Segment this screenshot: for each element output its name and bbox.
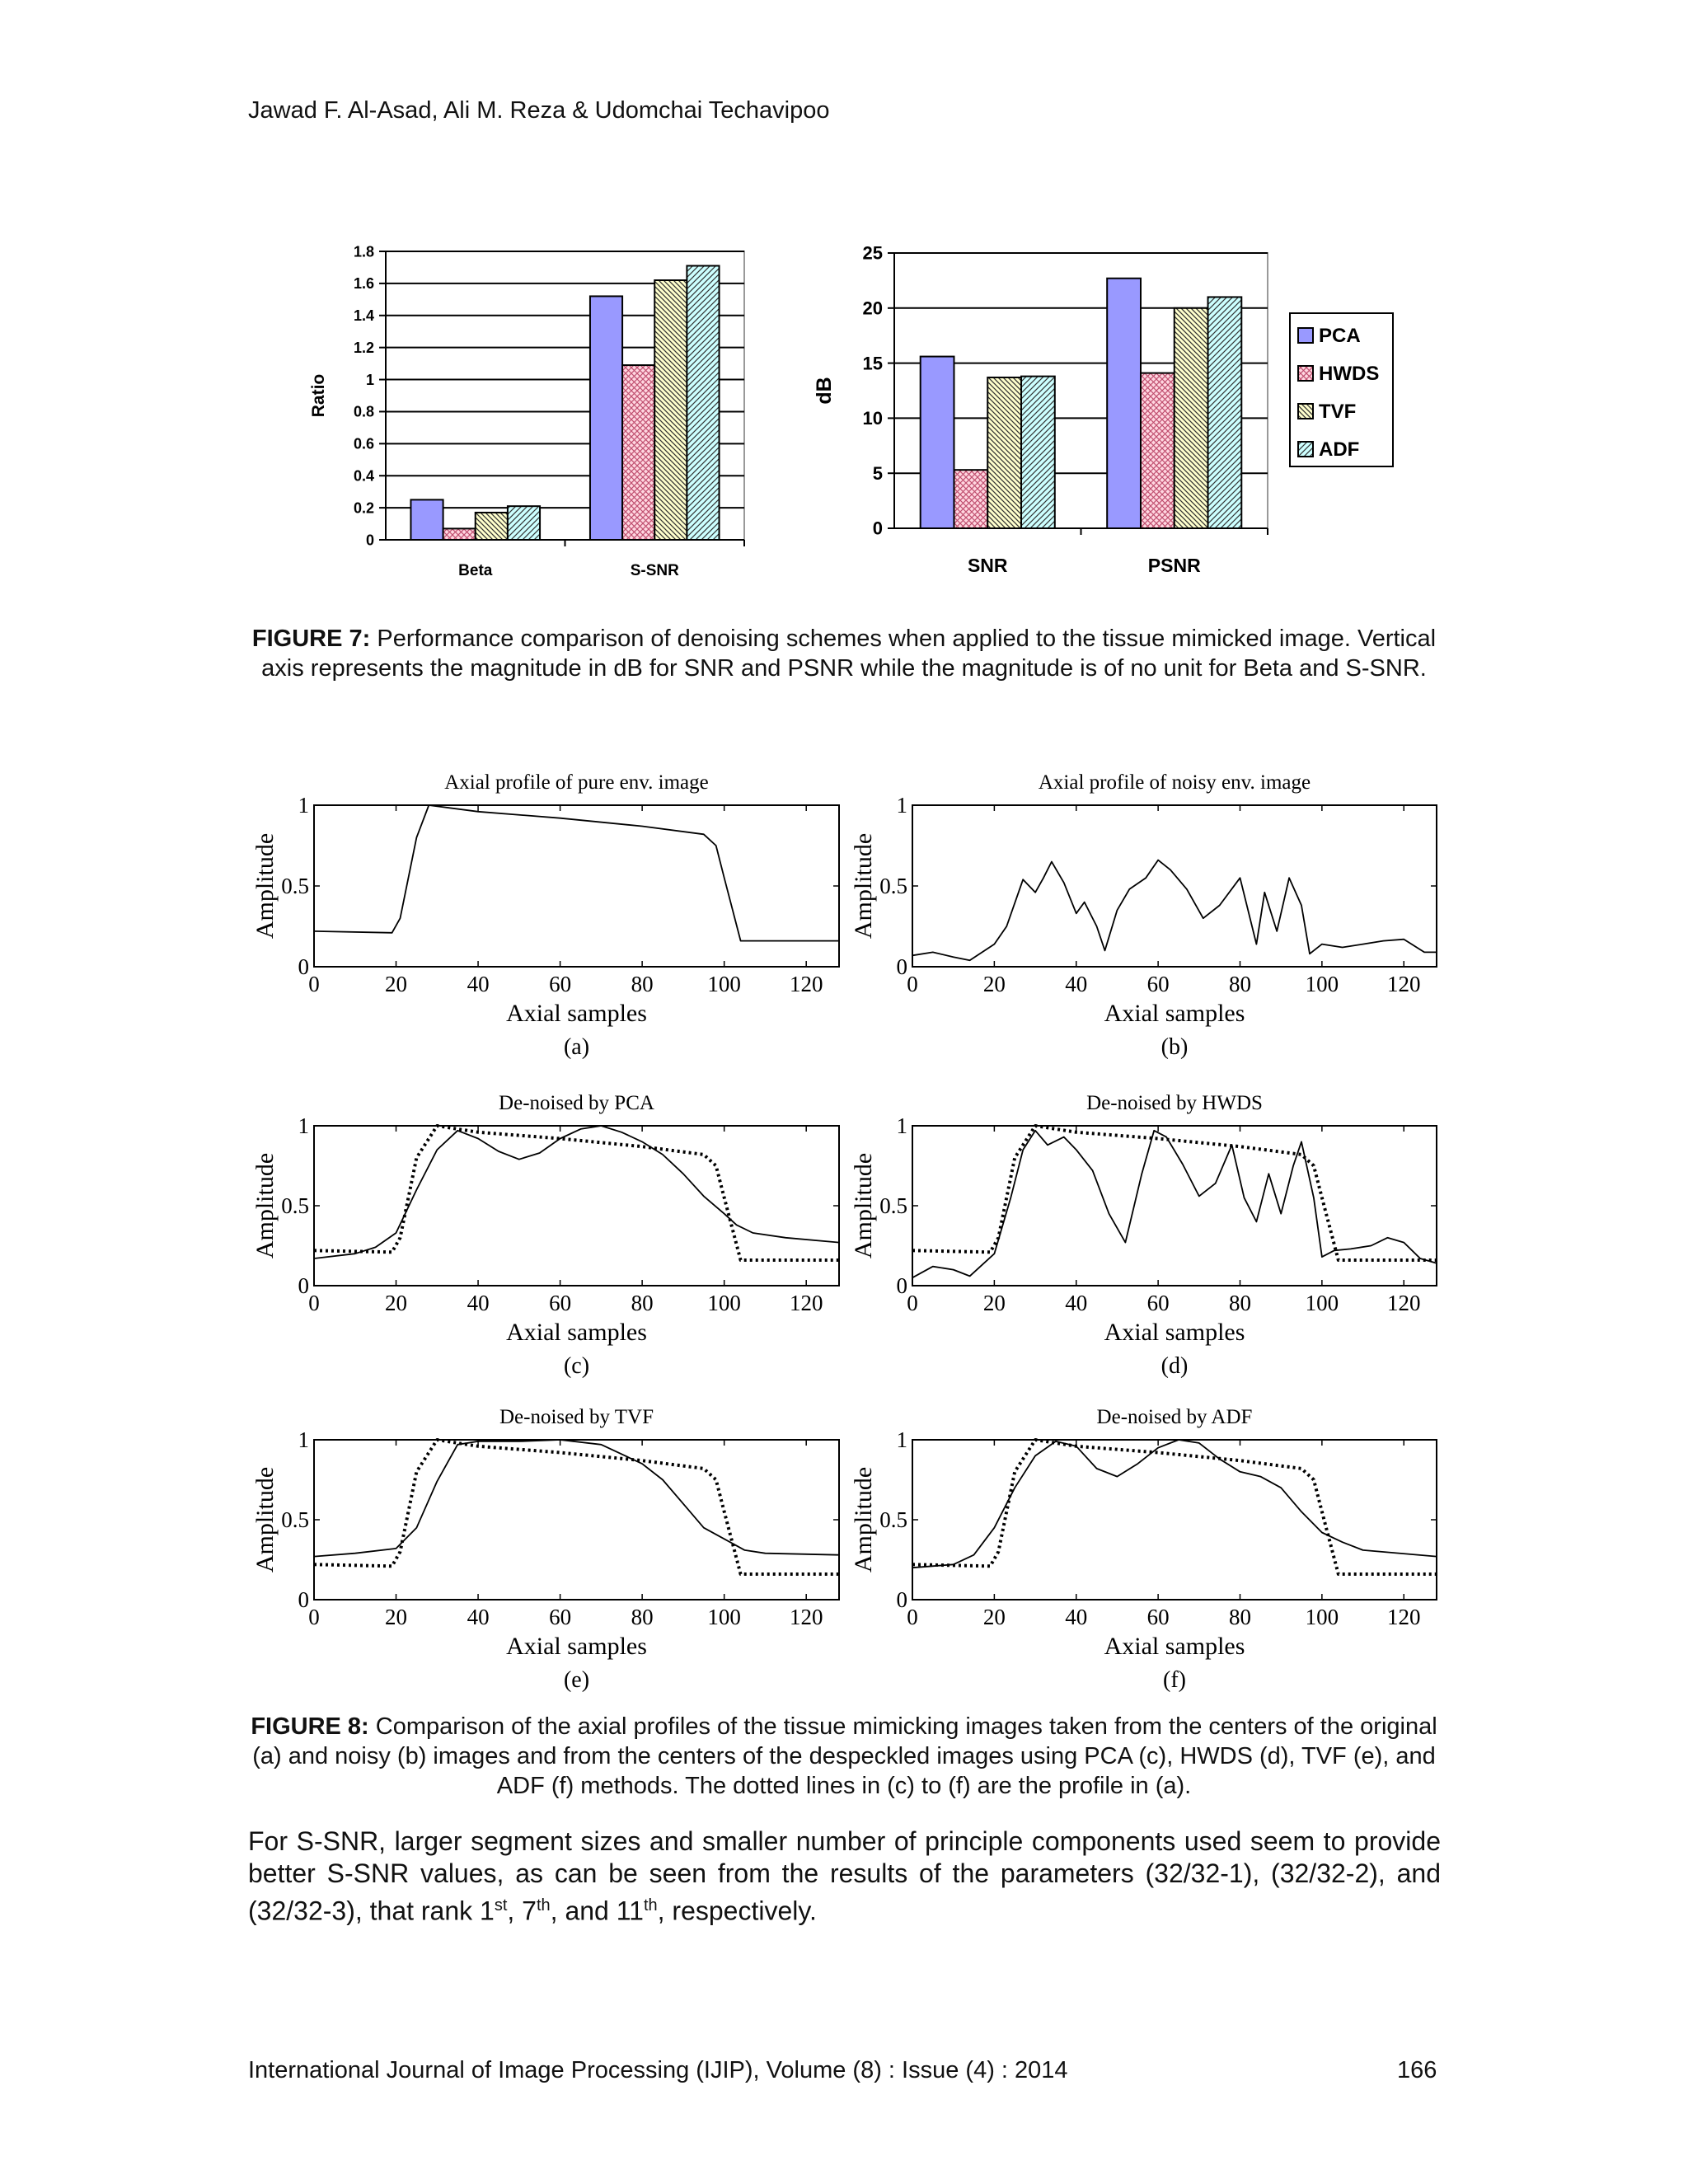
figure7-caption <box>247 624 1441 683</box>
x-tick-label: 120 <box>1387 1291 1421 1315</box>
body-text-4: , respectively. <box>657 1896 817 1926</box>
x-tick-label: 60 <box>1146 1605 1170 1629</box>
profile-line-pure-dotted <box>314 1440 839 1574</box>
x-tick-label: 120 <box>1387 972 1421 996</box>
y-tick-label: 1.2 <box>353 339 374 356</box>
panel-label: (c) <box>563 1353 590 1379</box>
y-tick-label: 0.5 <box>879 1193 907 1218</box>
category-label: SNR <box>967 555 1008 576</box>
bar-pca-beta <box>410 499 443 540</box>
y-tick-label: 0.6 <box>353 435 374 452</box>
x-tick-label: 40 <box>467 1605 490 1629</box>
y-tick-label: 15 <box>862 353 883 374</box>
x-tick-label: 40 <box>1065 1605 1088 1629</box>
legend-swatch-adf <box>1298 442 1313 457</box>
bar-pca-psnr <box>1107 279 1141 528</box>
bar-adf-snr <box>1021 377 1055 528</box>
x-tick-label: 120 <box>789 1605 823 1629</box>
profile-line <box>314 805 839 941</box>
x-tick-label: 60 <box>549 972 572 996</box>
plot-title: De-noised by ADF <box>1096 1406 1253 1428</box>
x-axis-label: Axial samples <box>1104 1000 1245 1027</box>
x-tick-label: 100 <box>1305 1605 1339 1629</box>
x-tick-label: 80 <box>631 972 654 996</box>
y-tick-label: 1 <box>298 1427 309 1452</box>
x-tick-label: 20 <box>385 972 408 996</box>
legend-label-tvf: TVF <box>1319 401 1357 423</box>
y-axis-label: Amplitude <box>251 1152 279 1259</box>
plot-title: De-noised by TVF <box>499 1406 654 1428</box>
x-axis-label: Axial samples <box>506 1319 647 1346</box>
y-tick-label: 0.8 <box>353 403 374 420</box>
y-axis-label: Amplitude <box>850 832 877 940</box>
panel-label: (b) <box>1160 1034 1189 1060</box>
footer-page-number: 166 <box>1397 2057 1437 2083</box>
x-tick-label: 100 <box>1305 972 1339 996</box>
plot-title: De-noised by HWDS <box>1086 1092 1263 1114</box>
x-tick-label: 100 <box>707 1291 741 1315</box>
y-tick-label: 10 <box>862 408 883 429</box>
bar-hwds-s-snr <box>622 365 654 540</box>
profile-plot-b <box>850 771 1437 1060</box>
plot-frame <box>912 1440 1437 1600</box>
figure7-charts <box>297 235 1401 589</box>
profile-line <box>314 1126 839 1258</box>
chart-legend <box>1290 313 1393 466</box>
y-tick-label: 5 <box>872 462 883 484</box>
x-tick-label: 80 <box>631 1291 654 1315</box>
profile-plot-c <box>251 1092 839 1379</box>
plot-frame <box>314 1126 839 1286</box>
footer-journal: International Journal of Image Processing (IJIP), Volume (8) : Issue (4) : 2014 <box>248 2057 1068 2083</box>
bar-hwds-snr <box>954 470 987 528</box>
y-tick-label: 0.5 <box>281 1193 309 1218</box>
y-tick-label: 1.4 <box>353 307 374 325</box>
x-tick-label: 60 <box>1146 1291 1170 1315</box>
x-tick-label: 40 <box>1065 1291 1088 1315</box>
x-tick-label: 100 <box>707 1605 741 1629</box>
bar-pca-s-snr <box>590 296 622 540</box>
figure8-text: Comparison of the axial profiles of the tissue mimicking images taken from the centers of the original (a) and noisy (b) images and from the centers of the despeckled images using PCA (c), HWDS (d), TVF (e), and ADF (f) methods. The dotted lines in (c) to (f) are the profile in (a). <box>252 1713 1437 1799</box>
y-axis-label: Amplitude <box>850 1466 877 1573</box>
x-tick-label: 20 <box>385 1291 408 1315</box>
legend-label-hwds: HWDS <box>1319 363 1380 385</box>
bar-tvf-s-snr <box>654 280 687 540</box>
x-axis-label: Axial samples <box>1104 1319 1245 1346</box>
figure7-label: FIGURE 7: <box>251 626 371 652</box>
x-tick-label: 120 <box>1387 1605 1421 1629</box>
x-tick-label: 0 <box>308 972 320 996</box>
profile-line-pure-dotted <box>912 1126 1437 1260</box>
x-tick-label: 0 <box>308 1605 320 1629</box>
x-tick-label: 20 <box>385 1605 408 1629</box>
x-tick-label: 20 <box>982 1605 1006 1629</box>
x-tick-label: 0 <box>907 1291 918 1315</box>
x-tick-label: 40 <box>467 972 490 996</box>
x-tick-label: 40 <box>467 1291 490 1315</box>
panel-label: (f) <box>1163 1667 1186 1693</box>
x-tick-label: 60 <box>549 1291 572 1315</box>
bar-tvf-psnr <box>1175 308 1208 528</box>
x-tick-label: 100 <box>1305 1291 1339 1315</box>
x-tick-label: 0 <box>907 1605 918 1629</box>
y-tick-label: 1 <box>298 793 309 818</box>
y-tick-label: 0.5 <box>879 1507 907 1532</box>
y-tick-label: 0.5 <box>879 874 907 898</box>
legend-swatch-tvf <box>1298 404 1313 419</box>
figure7-text: Performance comparison of denoising schemes when applied to the tissue mimicked image. Vertical axis represents the magnitude in dB for SNR and PSNR while the magnitude is of no unit for Beta and S-SNR. <box>261 626 1437 682</box>
plot-title: Axial profile of noisy env. image <box>1038 771 1311 794</box>
y-tick-label: 0 <box>896 1273 907 1298</box>
y-axis-label: Amplitude <box>251 832 279 940</box>
plot-frame <box>912 805 1437 967</box>
y-tick-label: 1 <box>365 371 374 388</box>
bar-pca-snr <box>921 357 954 528</box>
legend-swatch-pca <box>1298 328 1313 343</box>
bar-tvf-beta <box>476 513 508 540</box>
y-axis-label: Ratio <box>309 373 328 418</box>
category-label: S-SNR <box>630 562 679 579</box>
y-tick-label: 0 <box>365 532 374 549</box>
panel-label: (d) <box>1160 1353 1189 1379</box>
legend-label-adf: ADF <box>1319 438 1360 461</box>
axial-profile-plots <box>251 771 1437 1693</box>
y-tick-label: 0 <box>896 1587 907 1612</box>
profile-line <box>912 1131 1437 1278</box>
y-tick-label: 1 <box>896 793 907 818</box>
y-axis-label: dB <box>813 377 836 405</box>
x-tick-label: 40 <box>1065 972 1088 996</box>
profile-line <box>314 1440 839 1557</box>
body-sup-2: th <box>536 1896 551 1915</box>
plot-title: Axial profile of pure env. image <box>444 771 709 794</box>
bar-adf-s-snr <box>687 266 719 541</box>
y-tick-label: 20 <box>862 298 883 319</box>
x-tick-label: 0 <box>308 1291 320 1315</box>
x-tick-label: 20 <box>982 1291 1006 1315</box>
bar-tvf-snr <box>987 377 1021 528</box>
x-axis-label: Axial samples <box>506 1633 647 1660</box>
y-tick-label: 25 <box>862 242 883 264</box>
body-sup-3: th <box>643 1896 658 1915</box>
figure8-plots <box>239 754 1459 1694</box>
y-tick-label: 1.8 <box>353 243 374 260</box>
x-tick-label: 0 <box>907 972 918 996</box>
y-tick-label: 0.2 <box>353 499 374 517</box>
plot-frame <box>314 805 839 967</box>
y-axis-label: Amplitude <box>251 1466 279 1573</box>
y-tick-label: 1 <box>298 1113 309 1138</box>
y-tick-label: 1 <box>896 1113 907 1138</box>
bar-chart-beta-ssnr <box>309 243 744 579</box>
profile-line-pure-dotted <box>912 1440 1437 1574</box>
x-tick-label: 120 <box>789 1291 823 1315</box>
y-tick-label: 1.6 <box>353 275 374 293</box>
y-tick-label: 0 <box>298 1587 309 1612</box>
bar-hwds-psnr <box>1141 373 1175 528</box>
x-tick-label: 100 <box>707 972 741 996</box>
profile-line <box>912 860 1437 961</box>
bar-hwds-beta <box>443 528 476 540</box>
x-tick-label: 20 <box>982 972 1006 996</box>
profile-line <box>912 1440 1437 1568</box>
profile-plot-d <box>850 1092 1437 1379</box>
x-tick-label: 80 <box>1229 1291 1251 1315</box>
body-text-2: , 7 <box>507 1896 537 1926</box>
y-axis-label: Amplitude <box>850 1152 877 1259</box>
y-tick-label: 1 <box>896 1427 907 1452</box>
y-tick-label: 0 <box>872 518 883 539</box>
bar-chart-snr-psnr <box>813 243 1268 576</box>
plot-frame <box>314 1440 839 1600</box>
body-sup-1: st <box>494 1896 508 1915</box>
running-header: Jawad F. Al-Asad, Ali M. Reza & Udomchai Techavipoo <box>248 97 830 124</box>
y-tick-label: 0 <box>896 954 907 979</box>
x-axis-label: Axial samples <box>506 1000 647 1027</box>
plot-title: De-noised by PCA <box>499 1092 654 1114</box>
x-tick-label: 80 <box>1229 1605 1251 1629</box>
y-tick-label: 0 <box>298 954 309 979</box>
x-tick-label: 80 <box>631 1605 654 1629</box>
x-tick-label: 60 <box>549 1605 572 1629</box>
body-text-1: For S-SNR, larger segment sizes and smaller number of principle components used seem to provide better S-SNR values, as can be seen from the results of the parameters (32/32-1), (32/32-2), and (32/32-3), that rank 1 <box>248 1826 1441 1926</box>
legend-label-pca: PCA <box>1319 325 1361 347</box>
x-axis-label: Axial samples <box>1104 1633 1245 1660</box>
bar-adf-psnr <box>1208 297 1242 528</box>
x-tick-label: 80 <box>1229 972 1251 996</box>
y-tick-label: 0.4 <box>353 467 374 485</box>
profile-line-pure-dotted <box>314 1126 839 1260</box>
profile-plot-a <box>251 771 839 1060</box>
profile-plot-e <box>251 1406 839 1693</box>
y-tick-label: 0.5 <box>281 1507 309 1532</box>
legend-swatch-hwds <box>1298 366 1313 381</box>
profile-plot-f <box>850 1406 1437 1693</box>
body-text-3: , and 11 <box>550 1896 644 1926</box>
bar-adf-beta <box>508 506 540 540</box>
category-label: PSNR <box>1147 555 1201 576</box>
figure8-label: FIGURE 8: <box>251 1713 369 1740</box>
y-tick-label: 0 <box>298 1273 309 1298</box>
category-label: Beta <box>458 562 493 579</box>
y-tick-label: 0.5 <box>281 874 309 898</box>
body-paragraph <box>248 1825 1441 1928</box>
x-tick-label: 120 <box>789 972 823 996</box>
panel-label: (a) <box>563 1034 590 1060</box>
x-tick-label: 60 <box>1146 972 1170 996</box>
panel-label: (e) <box>563 1667 590 1693</box>
figure8-caption <box>247 1712 1441 1801</box>
